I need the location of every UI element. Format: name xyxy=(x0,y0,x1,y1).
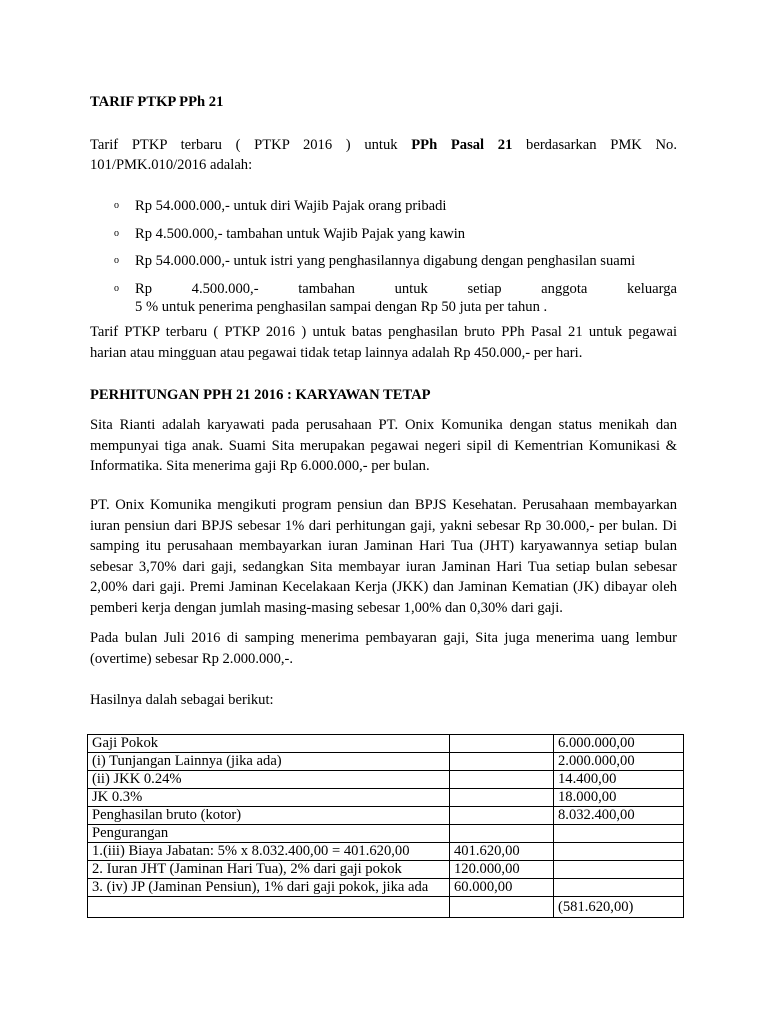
table-row: JK 0.3% 18.000,00 xyxy=(88,789,684,807)
table-row: Gaji Pokok 6.000.000,00 xyxy=(88,735,684,753)
table-row: (ii) JKK 0.24% 14.400,00 xyxy=(88,771,684,789)
bullet-marker-icon: o xyxy=(114,282,119,294)
pph-pasal-21-bold: PPh Pasal 21 xyxy=(411,137,513,153)
section-heading-tarif-ptkp: TARIF PTKP PPh 21 xyxy=(90,94,224,110)
table-row: 1.(iii) Biaya Jabatan: 5% x 8.032.400,00 = 401.620,00 401.620,00 xyxy=(88,843,684,861)
paragraph-hasil: Hasilnya dalah sebagai berikut: xyxy=(90,692,274,708)
table-row: Pengurangan xyxy=(88,825,684,843)
bullet-item: o Rp 54.000.000,- untuk istri yang penghasilannya digabung dengan penghasilan suami xyxy=(114,253,636,269)
calculation-table xyxy=(87,734,684,918)
table-row: Penghasilan bruto (kotor) 8.032.400,00 xyxy=(88,807,684,825)
bullet-item: o Rp 4.500.000,- tambahan untuk Wajib Pajak yang kawin xyxy=(114,225,466,242)
bullet-item: o Rp 4.500.000,- tambahan untuk setiap anggota keluarga 5 % untuk penerima penghasilan sampai dengan Rp 50 juta per tahun . xyxy=(114,280,677,315)
paragraph-onix: PT. Onix Komunika mengikuti program pensiun dan BPJS Kesehatan. Perusahaan membayarkan iuran pensiun dari BPJS sebesar 1% dari perhitungan gaji, yakni sebesar Rp 30.000,- per bulan. Di samping itu perusahaan membayarkan iuran Jaminan Hari Tua (JHT) karyawannya setiap bulan sebesar 3,70% dari gaji, sedangkan Sita membayar iuran Jaminan Hari Tua setiap bulan sebesar 2,00% dari gaji. Premi Jaminan Kecelakaan Kerja (JKK) dan Jaminan Kematian (JK) dibayar oleh pemberi kerja dengan jumlah masing-masing sebesar 1,00% dan 0,30% dari gaji. xyxy=(90,497,677,616)
table-row: 3. (iv) JP (Jaminan Pensiun), 1% dari gaji pokok, jika ada 60.000,00 xyxy=(88,879,684,897)
intro-line-1: Tarif PTKP terbaru ( PTKP 2016 ) untuk PPh Pasal 21 berdasarkan PMK No. xyxy=(90,137,677,153)
paragraph-ptkp-harian: Tarif PTKP terbaru ( PTKP 2016 ) untuk batas penghasilan bruto PPh Pasal 21 untuk pegawai harian atau mingguan atau pegawai tidak tetap lainnya adalah Rp 450.000,- per hari. xyxy=(90,324,677,361)
section-heading-perhitungan: PERHITUNGAN PPH 21 2016 : KARYAWAN TETAP xyxy=(90,387,431,403)
paragraph-sita: Sita Rianti adalah karyawati pada perusahaan PT. Onix Komunika dengan status menikah dan mempunyai tiga anak. Suami Sita merupakan pegawai negeri sipil di Kementrian Komunikasi & Informatika. Sita menerima gaji Rp 6.000.000,- per bulan. xyxy=(90,417,677,474)
bullet-marker-icon: o xyxy=(114,255,119,266)
table-row: (581.620,00) xyxy=(88,897,684,918)
bullet-marker-icon: o xyxy=(114,200,119,211)
bullet-marker-icon: o xyxy=(114,227,119,239)
ptkp-bullet-list xyxy=(90,197,677,317)
table-row: 2. Iuran JHT (Jaminan Hari Tua), 2% dari gaji pokok 120.000,00 xyxy=(88,861,684,879)
bullet-item: o Rp 54.000.000,- untuk diri Wajib Pajak orang pribadi xyxy=(114,198,447,214)
table-row: (i) Tunjangan Lainnya (jika ada) 2.000.000,00 xyxy=(88,753,684,771)
paragraph-juli: Pada bulan Juli 2016 di samping menerima pembayaran gaji, Sita juga menerima uang lembur (overtime) sebesar Rp 2.000.000,-. xyxy=(90,630,677,667)
intro-line-2: 101/PMK.010/2016 adalah: xyxy=(90,157,253,173)
